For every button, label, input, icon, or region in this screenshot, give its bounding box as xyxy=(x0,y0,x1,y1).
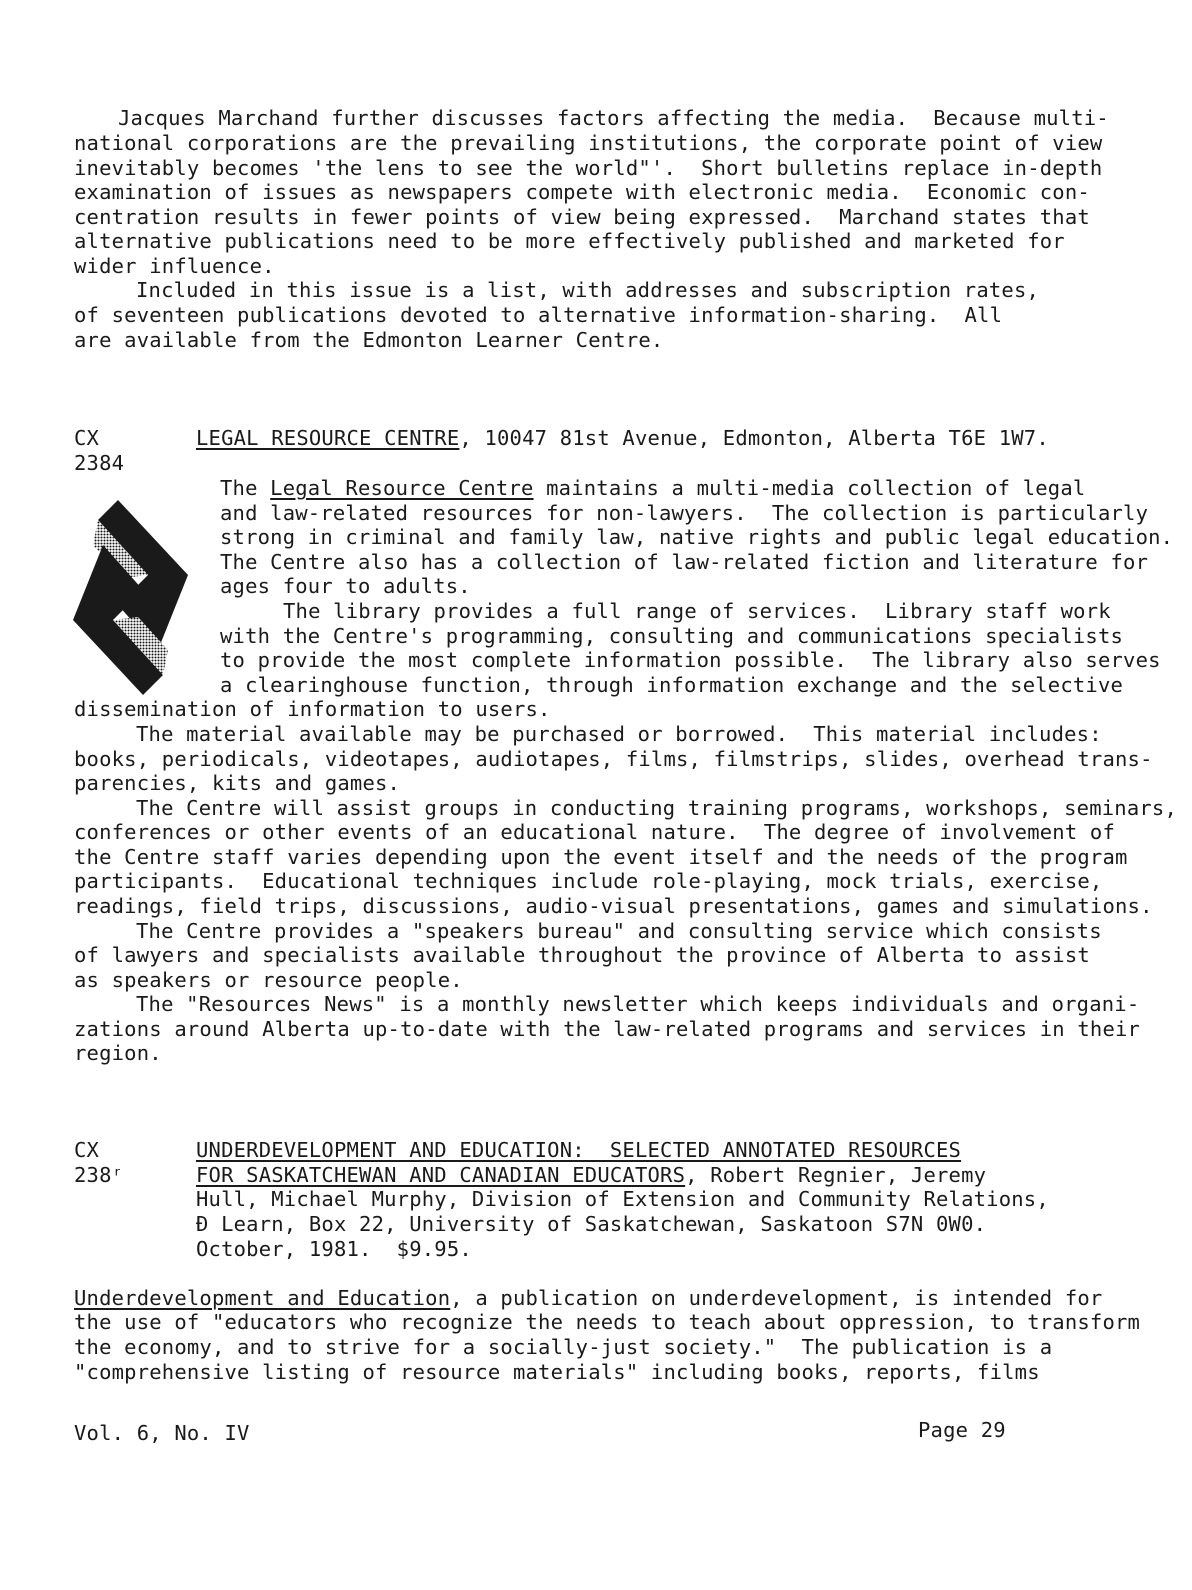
entry-para-line: The material available may be purchased or borrowed. This material includes: xyxy=(136,722,1102,746)
intro-line: Included in this issue is a list, with addresses and subscription rates, xyxy=(136,278,1040,302)
entry-code: CX xyxy=(74,1138,100,1162)
entry-citation-line: Đ Learn, Box 22, University of Saskatchewan, Saskatoon S7N 0W0. xyxy=(196,1212,987,1236)
entry-para-line: conferences or other events of an educational nature. The degree of involvement of xyxy=(74,820,1115,844)
intro-line: wider influence. xyxy=(74,254,275,278)
entry-citation-line: Hull, Michael Murphy, Division of Extension and Community Relations, xyxy=(196,1187,1049,1211)
intro-line: examination of issues as newspapers compete with electronic media. Economic con- xyxy=(74,180,1090,204)
intro-line: alternative publications need to be more effectively published and marketed for xyxy=(74,229,1065,253)
entry-para-line: books, periodicals, videotapes, audiotapes, films, filmstrips, slides, overhead trans- xyxy=(74,747,1153,771)
entry-desc-line xyxy=(74,1286,1102,1311)
entry-number: 238ʳ xyxy=(74,1163,125,1187)
intro-line: inevitably becomes 'the lens to see the world"'. Short bulletins replace in-depth xyxy=(74,156,1103,180)
entry-desc-line: the economy, and to strive for a socially-just society." The publication is a xyxy=(74,1335,1053,1359)
entry-title: FOR SASKATCHEWAN AND CANADIAN EDUCATORS xyxy=(196,1163,686,1187)
entry-para-line: dissemination of information to users. xyxy=(74,697,551,721)
entry-para-line: as speakers or resource people. xyxy=(74,968,463,992)
footer-page-number: Page 29 xyxy=(918,1418,1006,1442)
entry-para-line: readings, field trips, discussions, audio-visual presentations, games and simulations. xyxy=(74,894,1153,918)
entry-para-line: The Centre also has a collection of law-related fiction and literature for xyxy=(220,550,1149,574)
entry-para-line: a clearinghouse function, through information exchange and the selective xyxy=(220,673,1124,697)
entry-para-line: the Centre staff varies depending upon the event itself and the needs of the program xyxy=(74,845,1128,869)
text-span: , a publication on underdevelopment, is intended for xyxy=(450,1286,1103,1310)
entry-para-line: The "Resources News" is a monthly newsletter which keeps individuals and organi- xyxy=(136,992,1140,1016)
entry-para-line: region. xyxy=(74,1041,162,1065)
entry-title: UNDERDEVELOPMENT AND EDUCATION: SELECTED ANNOTATED RESOURCES xyxy=(196,1138,962,1162)
entry-address: , 10047 81st Avenue, Edmonton, Alberta T6E 1W7. xyxy=(459,426,1049,450)
entry-para-line: The Centre provides a "speakers bureau" and consulting service which consists xyxy=(136,919,1102,943)
entry-para-line: of lawyers and specialists available throughout the province of Alberta to assist xyxy=(74,943,1090,967)
entry-para-line: The library provides a full range of services. Library staff work xyxy=(283,599,1111,623)
text-span: The xyxy=(220,476,271,500)
intro-line: of seventeen publications devoted to alternative information-sharing. All xyxy=(74,303,1003,327)
centre-name: Legal Resource Centre xyxy=(270,476,534,500)
entry-code: CX xyxy=(74,426,100,450)
entry-title-line xyxy=(196,1163,986,1188)
footer-volume: Vol. 6, No. IV xyxy=(74,1421,250,1445)
entry-para-line: participants. Educational techniques include role-playing, mock trials, exercise, xyxy=(74,869,1103,893)
publication-title: Underdevelopment and Education xyxy=(74,1286,451,1310)
entry-para-line: with the Centre's programming, consulting and communications specialists xyxy=(220,624,1124,648)
entry-citation-line: October, 1981. $9.95. xyxy=(196,1237,472,1261)
entry-para-line: The Centre will assist groups in conducting training programs, workshops, seminars, xyxy=(136,796,1177,820)
entry-para-line: strong in criminal and family law, native rights and public legal education. xyxy=(220,525,1174,549)
entry-desc-line: "comprehensive listing of resource materials" including books, reports, films xyxy=(74,1360,1040,1384)
intro-line: national corporations are the prevailing institutions, the corporate point of view xyxy=(74,131,1103,155)
entry-title: LEGAL RESOURCE CENTRE xyxy=(196,426,460,450)
entry-para-line xyxy=(220,476,1085,501)
entry-authors: , Robert Regnier, Jeremy xyxy=(685,1163,987,1187)
text-span: maintains a multi-media collection of legal xyxy=(533,476,1086,500)
entry-para-line: parencies, kits and games. xyxy=(74,771,401,795)
entry-number: 2384 xyxy=(74,451,125,475)
intro-line: are available from the Edmonton Learner Centre. xyxy=(74,328,664,352)
entry-heading xyxy=(196,426,1049,451)
entry-para-line: ages four to adults. xyxy=(220,574,471,598)
entry-para-line: and law-related resources for non-lawyers. The collection is particularly xyxy=(220,501,1149,525)
intro-line: centration results in fewer points of view being expressed. Marchand states that xyxy=(74,205,1090,229)
intro-line: Jacques Marchand further discusses factors affecting the media. Because multi- xyxy=(118,106,1109,130)
entry-para-line: to provide the most complete information possible. The library also serves xyxy=(220,648,1161,672)
legal-resource-centre-logo xyxy=(58,500,208,700)
entry-desc-line: the use of "educators who recognize the needs to teach about oppression, to transform xyxy=(74,1310,1141,1334)
entry-para-line: zations around Alberta up-to-date with the law-related programs and services in their xyxy=(74,1017,1141,1041)
